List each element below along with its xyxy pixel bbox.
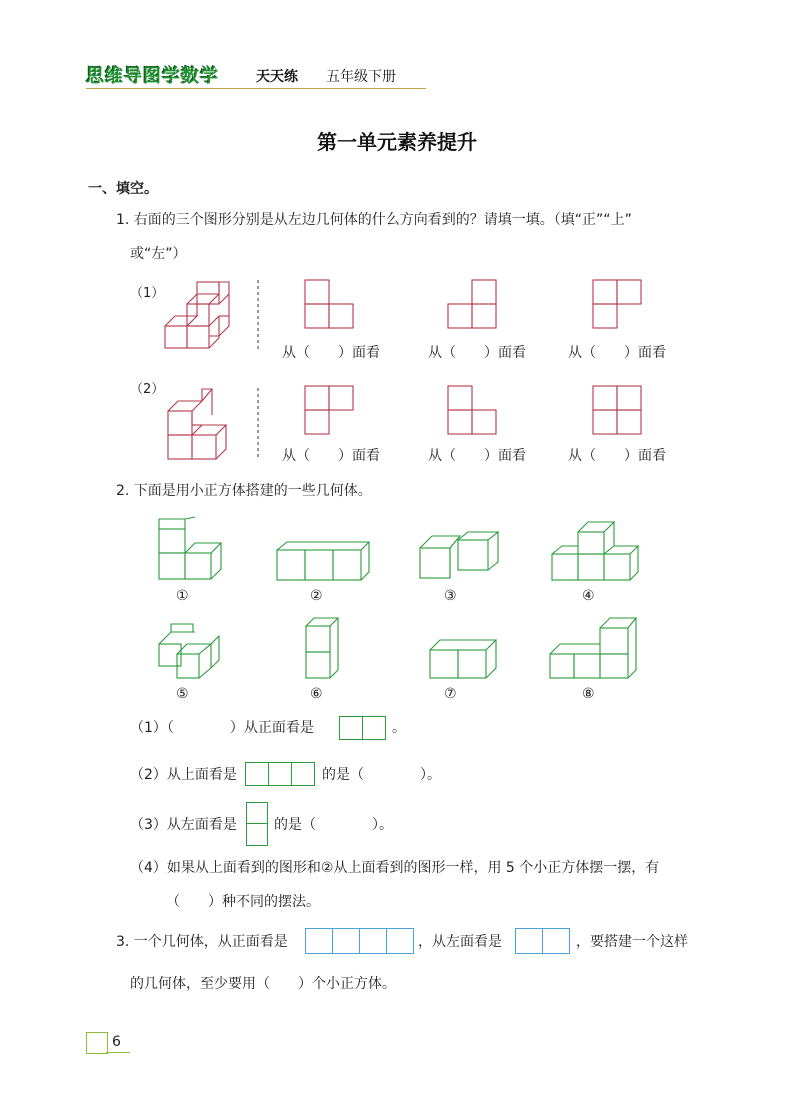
solid-6: [302, 616, 342, 682]
part1-label: （1）: [130, 286, 165, 301]
solid-1: [155, 515, 225, 583]
q3-text-a: 3. 一个几何体，从正面看是: [116, 934, 288, 950]
page-title: 第一单元素养提升: [317, 130, 477, 154]
solid-5: [155, 622, 225, 682]
q2-4-line1: （4）如果从上面看到的图形和②从上面看到的图形一样，用 5 个小正方体摆一摆，有: [130, 860, 660, 876]
q2-1-end: 。: [392, 720, 406, 736]
solid-2: [275, 538, 371, 584]
q3-text-c: ，要搭建一个这样: [576, 934, 688, 950]
shape-label-4: ④: [582, 588, 595, 604]
part2-label: （2）: [130, 382, 165, 397]
page-rule: [106, 1052, 130, 1053]
solid-figure-1: [160, 280, 240, 352]
brand-title: 思维导图学数学: [86, 66, 219, 87]
q2-3-end[interactable]: 的是（ ）。: [274, 817, 393, 833]
series-name: 天天练: [256, 69, 298, 85]
q2-2-text: （2）从上面看是: [130, 767, 237, 783]
section-heading: 一、填空。: [88, 181, 158, 197]
view-2b: [448, 386, 498, 436]
q3-text-b: ，从左面看是: [418, 934, 502, 950]
q2-1-text[interactable]: （1）（ ）从正面看是: [130, 720, 314, 736]
q2-2-end[interactable]: 的是（ ）。: [322, 767, 441, 783]
view-blank-1c[interactable]: 从（ ）面看: [568, 345, 666, 361]
q2-2-grid: [246, 762, 315, 786]
q2-3-text: （3）从左面看是: [130, 817, 237, 833]
q2-3-grid: [246, 802, 268, 846]
shape-label-7: ⑦: [444, 686, 457, 702]
q1-line2: 或“左”）: [130, 246, 187, 262]
view-1c: [593, 280, 643, 330]
solid-8: [546, 614, 640, 682]
view-2a: [305, 386, 355, 436]
grade-label: 五年级下册: [326, 69, 396, 85]
view-blank-2b[interactable]: 从（ ）面看: [428, 448, 526, 464]
shape-label-3: ③: [444, 588, 457, 604]
q2-text: 2. 下面是用小正方体搭建的一些几何体。: [116, 483, 372, 499]
solid-7: [426, 636, 498, 682]
page-number: 6: [112, 1034, 121, 1050]
view-1b: [448, 280, 498, 330]
view-blank-2a[interactable]: 从（ ）面看: [282, 448, 380, 464]
solid-3: [416, 530, 500, 582]
shape-label-5: ⑤: [176, 686, 189, 702]
shape-label-2: ②: [310, 588, 323, 604]
q3-left-grid: [516, 928, 570, 954]
q3-front-grid: [306, 928, 414, 954]
separator-2: [257, 388, 261, 458]
q2-1-grid: [340, 716, 386, 740]
solid-4: [548, 518, 642, 584]
q1-line1: 1. 右面的三个图形分别是从左边几何体的什么方向看到的？请填一填。（填“正”“上”: [116, 212, 632, 228]
page-corner-mark: [86, 1032, 108, 1054]
shape-label-6: ⑥: [310, 686, 323, 702]
view-blank-2c[interactable]: 从（ ）面看: [568, 448, 666, 464]
view-blank-1b[interactable]: 从（ ）面看: [428, 345, 526, 361]
view-1a: [305, 280, 355, 330]
view-2c: [593, 386, 643, 436]
header-rule: [86, 88, 426, 89]
shape-label-8: ⑧: [582, 686, 595, 702]
separator-1: [257, 280, 261, 350]
q3-text-d[interactable]: 的几何体，至少要用（ ）个小正方体。: [130, 976, 396, 992]
q2-4-line2[interactable]: （ ）种不同的摆法。: [166, 894, 320, 910]
shape-label-1: ①: [176, 588, 189, 604]
solid-figure-2: [160, 385, 240, 461]
view-blank-1a[interactable]: 从（ ）面看: [282, 345, 380, 361]
